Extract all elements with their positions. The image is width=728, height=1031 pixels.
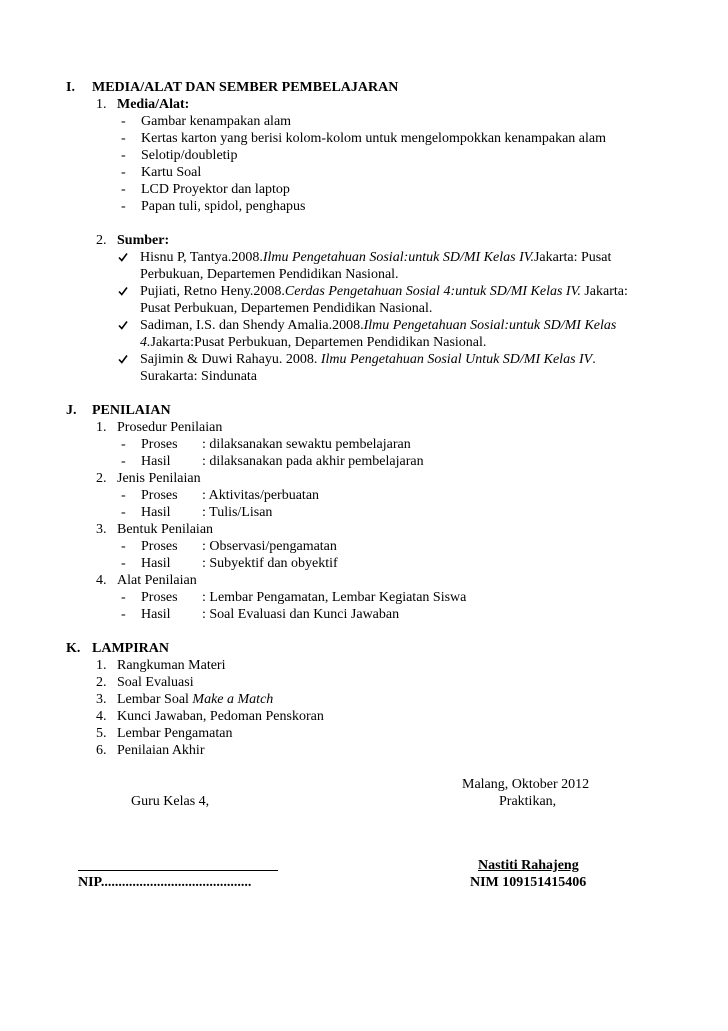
signature-line — [78, 870, 278, 871]
media-item: Papan tuli, spidol, penghapus — [141, 199, 306, 214]
row-value: : Lembar Pengamatan, Lembar Kegiatan Siswa — [202, 590, 467, 605]
checkmark-icon — [118, 286, 128, 296]
ref-text: Hisnu P, Tantya.2008.Ilmu Pengetahuan Sosial:untuk SD/MI Kelas IV.Jakarta: Pusat — [140, 250, 612, 265]
section-k-number: K. — [66, 641, 81, 656]
section-i-number: I. — [66, 80, 75, 95]
row-key: Hasil — [141, 556, 171, 571]
media-number: 1. — [96, 97, 107, 112]
penilaian-number: 2. — [96, 471, 107, 486]
media-dash: - — [121, 165, 126, 180]
row-key: Proses — [141, 590, 178, 605]
lampiran-number: 6. — [96, 743, 107, 758]
ref-item — [118, 283, 128, 300]
media-item: Gambar kenampakan alam — [141, 114, 292, 129]
row-key: Proses — [141, 488, 178, 503]
place-date: Malang, Oktober 2012 — [462, 777, 590, 792]
penilaian-number: 4. — [96, 573, 107, 588]
media-dash: - — [121, 114, 126, 129]
section-i-heading: MEDIA/ALAT DAN SEMBER PEMBELAJARAN — [92, 80, 399, 95]
media-dash: - — [121, 131, 126, 146]
row-key: Hasil — [141, 454, 171, 469]
penilaian-title: Bentuk Penilaian — [117, 522, 214, 537]
row-dash: - — [121, 539, 126, 554]
media-title: Media/Alat: — [117, 97, 190, 112]
row-dash: - — [121, 454, 126, 469]
lampiran-item: Kunci Jawaban, Pedoman Penskoran — [117, 709, 324, 724]
row-value: : Subyektif dan obyektif — [202, 556, 338, 571]
penilaian-title: Jenis Penilaian — [117, 471, 201, 486]
lampiran-item: Soal Evaluasi — [117, 675, 194, 690]
sumber-title: Sumber: — [117, 233, 170, 248]
media-item: Kertas karton yang berisi kolom-kolom untuk mengelompokkan kenampakan alam — [141, 131, 606, 146]
row-key: Proses — [141, 437, 178, 452]
penilaian-number: 1. — [96, 420, 107, 435]
row-dash: - — [121, 607, 126, 622]
sumber-number: 2. — [96, 233, 107, 248]
row-key: Hasil — [141, 607, 171, 622]
media-dash: - — [121, 199, 126, 214]
media-dash: - — [121, 148, 126, 163]
row-value: : Aktivitas/perbuatan — [202, 488, 320, 503]
checkmark-icon — [118, 252, 128, 262]
lampiran-number: 3. — [96, 692, 107, 707]
row-dash: - — [121, 505, 126, 520]
left-signer-role: Guru Kelas 4, — [131, 794, 210, 809]
lampiran-item: Rangkuman Materi — [117, 658, 226, 673]
left-signer-id: NIP........................................... — [78, 875, 252, 890]
row-value: : Tulis/Lisan — [202, 505, 273, 520]
lampiran-item: Penilaian Akhir — [117, 743, 205, 758]
checkmark-icon — [118, 320, 128, 330]
row-value: : dilaksanakan pada akhir pembelajaran — [202, 454, 424, 469]
right-signer-name: Nastiti Rahajeng — [478, 858, 579, 873]
checkmark-icon — [118, 354, 128, 364]
section-j-heading: PENILAIAN — [92, 403, 171, 418]
row-key: Proses — [141, 539, 178, 554]
ref-text-cont: 4.Jakarta:Pusat Perbukuan, Departemen Pendidikan Nasional. — [140, 335, 487, 350]
right-signer-role: Praktikan, — [499, 794, 557, 809]
ref-item — [118, 317, 128, 334]
row-value: : dilaksanakan sewaktu pembelajaran — [202, 437, 411, 452]
lampiran-item: Lembar Soal Make a Match — [117, 692, 274, 707]
ref-text-cont: Pusat Perbukuan, Departemen Pendidikan Nasional. — [140, 301, 433, 316]
ref-text: Sadiman, I.S. dan Shendy Amalia.2008.Ilmu Pengetahuan Sosial:untuk SD/MI Kelas — [140, 318, 617, 333]
row-dash: - — [121, 437, 126, 452]
row-dash: - — [121, 556, 126, 571]
lampiran-number: 2. — [96, 675, 107, 690]
row-dash: - — [121, 488, 126, 503]
lampiran-number: 1. — [96, 658, 107, 673]
row-key: Hasil — [141, 505, 171, 520]
penilaian-number: 3. — [96, 522, 107, 537]
media-item: Selotip/doubletip — [141, 148, 238, 163]
right-signer-id: NIM 109151415406 — [470, 875, 587, 890]
penilaian-title: Prosedur Penilaian — [117, 420, 223, 435]
penilaian-title: Alat Penilaian — [117, 573, 197, 588]
lampiran-item: Lembar Pengamatan — [117, 726, 233, 741]
section-j-number: J. — [66, 403, 77, 418]
media-item: LCD Proyektor dan laptop — [141, 182, 290, 197]
row-value: : Soal Evaluasi dan Kunci Jawaban — [202, 607, 400, 622]
ref-text-cont: Surakarta: Sindunata — [140, 369, 258, 384]
ref-item — [118, 351, 128, 368]
ref-text: Sajimin & Duwi Rahayu. 2008. Ilmu Pengetahuan Sosial Untuk SD/MI Kelas IV. — [140, 352, 596, 367]
lampiran-number: 4. — [96, 709, 107, 724]
row-dash: - — [121, 590, 126, 605]
ref-text: Pujiati, Retno Heny.2008.Cerdas Pengetahuan Sosial 4:untuk SD/MI Kelas IV. Jakarta: — [140, 284, 628, 299]
ref-text-cont: Perbukuan, Departemen Pendidikan Nasional. — [140, 267, 399, 282]
section-k-heading: LAMPIRAN — [92, 641, 169, 656]
ref-item — [118, 249, 128, 266]
media-item: Kartu Soal — [141, 165, 202, 180]
lampiran-number: 5. — [96, 726, 107, 741]
row-value: : Observasi/pengamatan — [202, 539, 337, 554]
media-dash: - — [121, 182, 126, 197]
